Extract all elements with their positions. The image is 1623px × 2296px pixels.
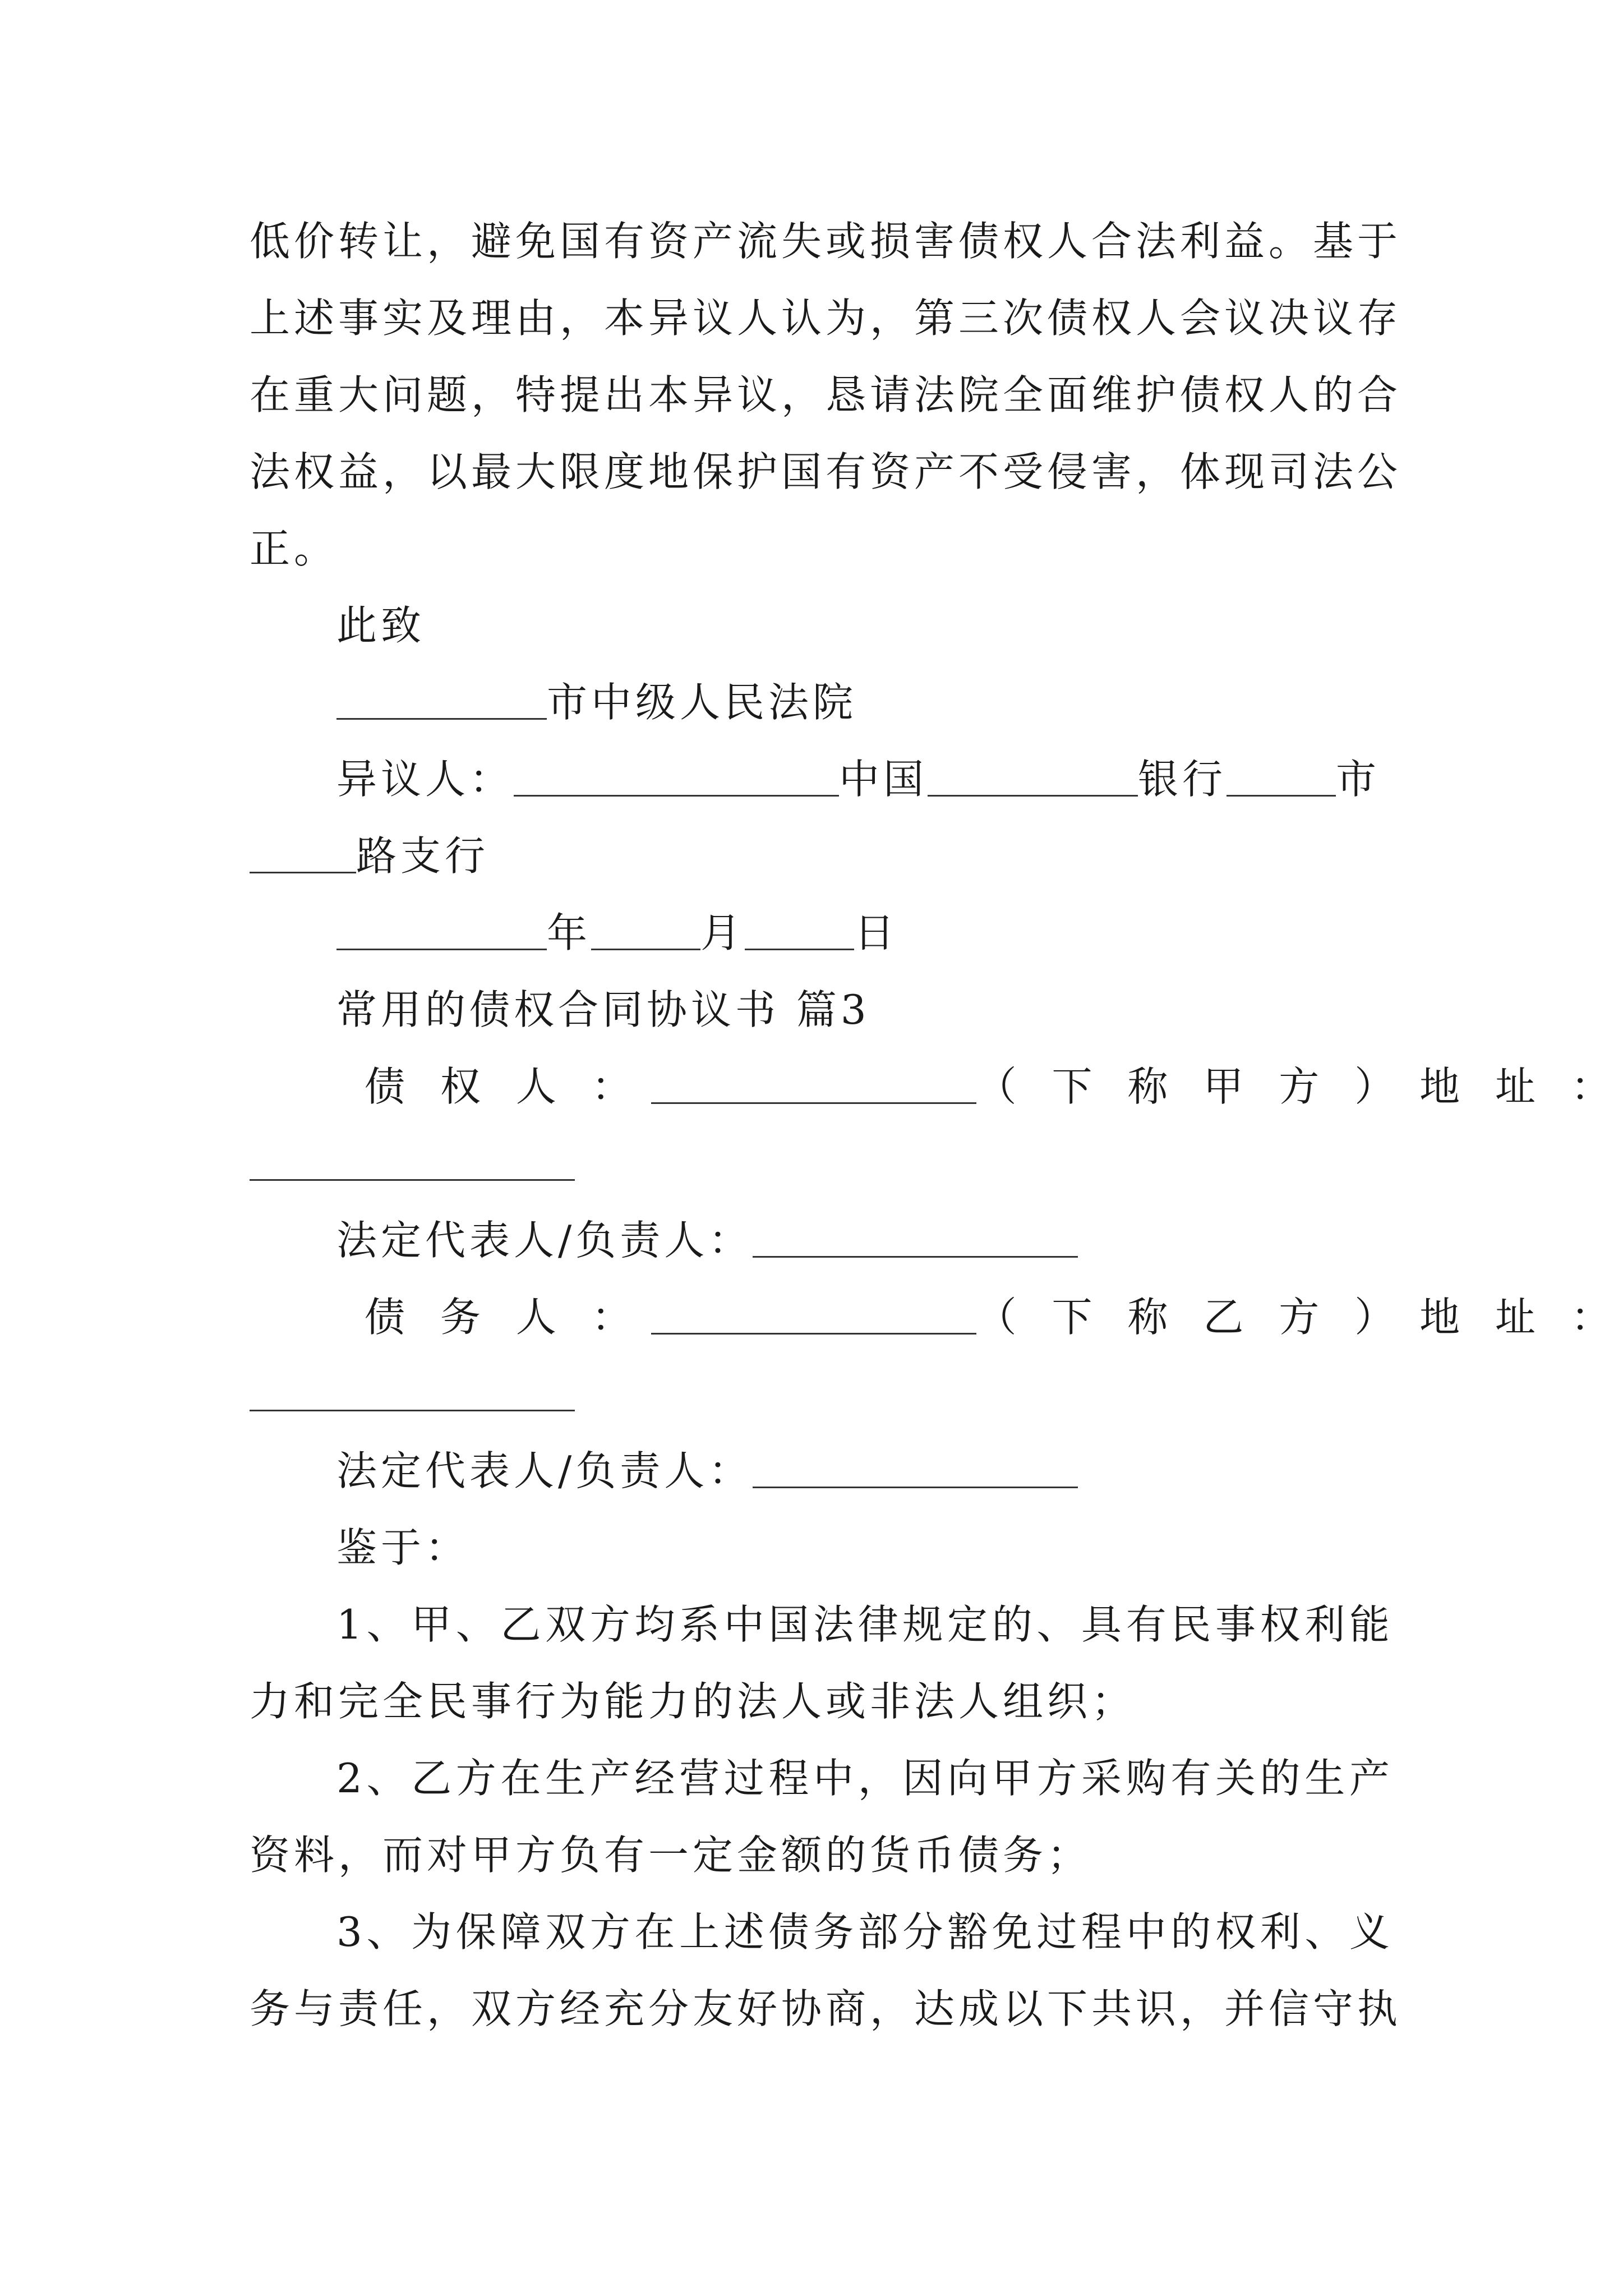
city-blank bbox=[1227, 754, 1336, 797]
clause-2-line-2: 资料，而对甲方负有一定金额的货币债务； bbox=[250, 1832, 1092, 1879]
debtor-rep-label: 法定代表人/负责人： bbox=[336, 1447, 753, 1494]
debtor-rep-line bbox=[336, 1440, 1394, 1502]
day-blank bbox=[745, 908, 854, 950]
creditor-called: （ 下 称 甲 方 ） bbox=[976, 1063, 1407, 1110]
clause-2-line-1: 2、乙方在生产经营过程中，因向甲方采购有关的生产 bbox=[336, 1755, 1394, 1802]
year-label: 年 bbox=[547, 909, 592, 956]
creditor-address-line bbox=[250, 1133, 1394, 1194]
debtor-line bbox=[365, 1286, 1622, 1348]
whereas-heading: 鉴于： bbox=[336, 1524, 470, 1571]
objector-bank: 银行 bbox=[1138, 756, 1227, 803]
creditor-label: 债 权 人 ： bbox=[365, 1063, 643, 1110]
debtor-address-label: 地 址 ： bbox=[1419, 1294, 1622, 1341]
section-title: 常用的债权合同协议书 篇3 bbox=[336, 986, 870, 1033]
debtor-address-line bbox=[250, 1363, 1394, 1425]
objector-label: 异议人： bbox=[336, 756, 514, 803]
day-label: 日 bbox=[854, 909, 899, 956]
salutation: 此致 bbox=[336, 602, 426, 649]
clause-3-line-1: 3、为保障双方在上述债务部分豁免过程中的权利、义 bbox=[336, 1908, 1394, 1955]
paragraph-line: 正。 bbox=[250, 525, 339, 572]
court-blank bbox=[336, 678, 547, 720]
creditor-rep-line bbox=[336, 1209, 1394, 1271]
creditor-line bbox=[365, 1056, 1622, 1117]
paragraph-line: 在重大问题，特提出本异议，恳请法院全面维护债权人的合 bbox=[250, 371, 1402, 418]
month-label: 月 bbox=[700, 909, 745, 956]
debtor-address-blank bbox=[250, 1369, 575, 1411]
objector-road-branch: 路支行 bbox=[356, 832, 490, 880]
clause-1-line-2: 力和完全民事行为能力的法人或非法人组织； bbox=[250, 1678, 1136, 1725]
bank-blank bbox=[928, 754, 1138, 797]
paragraph-line: 法权益，以最大限度地保护国有资产不受侵害，体现司法公 bbox=[250, 448, 1402, 495]
creditor-blank bbox=[651, 1062, 976, 1104]
debtor-blank bbox=[651, 1292, 976, 1335]
year-blank bbox=[336, 908, 547, 950]
creditor-address-blank bbox=[250, 1139, 575, 1181]
creditor-rep-blank bbox=[753, 1216, 1078, 1258]
objector-china: 中国 bbox=[839, 756, 928, 803]
creditor-rep-label: 法定代表人/负责人： bbox=[336, 1217, 753, 1264]
court-line bbox=[336, 671, 1394, 733]
month-blank bbox=[591, 908, 700, 950]
debtor-rep-blank bbox=[753, 1446, 1078, 1488]
road-blank bbox=[250, 831, 356, 873]
objector-blank bbox=[514, 754, 839, 797]
paragraph-line: 低价转让，避免国有资产流失或损害债权人合法利益。基于 bbox=[250, 218, 1402, 265]
date-line bbox=[336, 902, 1394, 964]
clause-3-line-2: 务与责任，双方经充分友好协商，达成以下共识，并信守执 bbox=[250, 1985, 1402, 2032]
paragraph-line: 上述事实及理由，本异议人认为，第三次债权人会议决议存 bbox=[250, 295, 1402, 342]
objector-city: 市 bbox=[1336, 756, 1381, 803]
debtor-label: 债 务 人 ： bbox=[365, 1294, 643, 1341]
court-name: 市中级人民法院 bbox=[547, 679, 857, 726]
objector-line bbox=[336, 748, 1394, 810]
objector-line-2 bbox=[250, 825, 1394, 887]
debtor-called: （ 下 称 乙 方 ） bbox=[976, 1294, 1407, 1341]
clause-1-line-1: 1、甲、乙双方均系中国法律规定的、具有民事权利能 bbox=[336, 1601, 1394, 1648]
creditor-address-label: 地 址 ： bbox=[1419, 1063, 1622, 1110]
